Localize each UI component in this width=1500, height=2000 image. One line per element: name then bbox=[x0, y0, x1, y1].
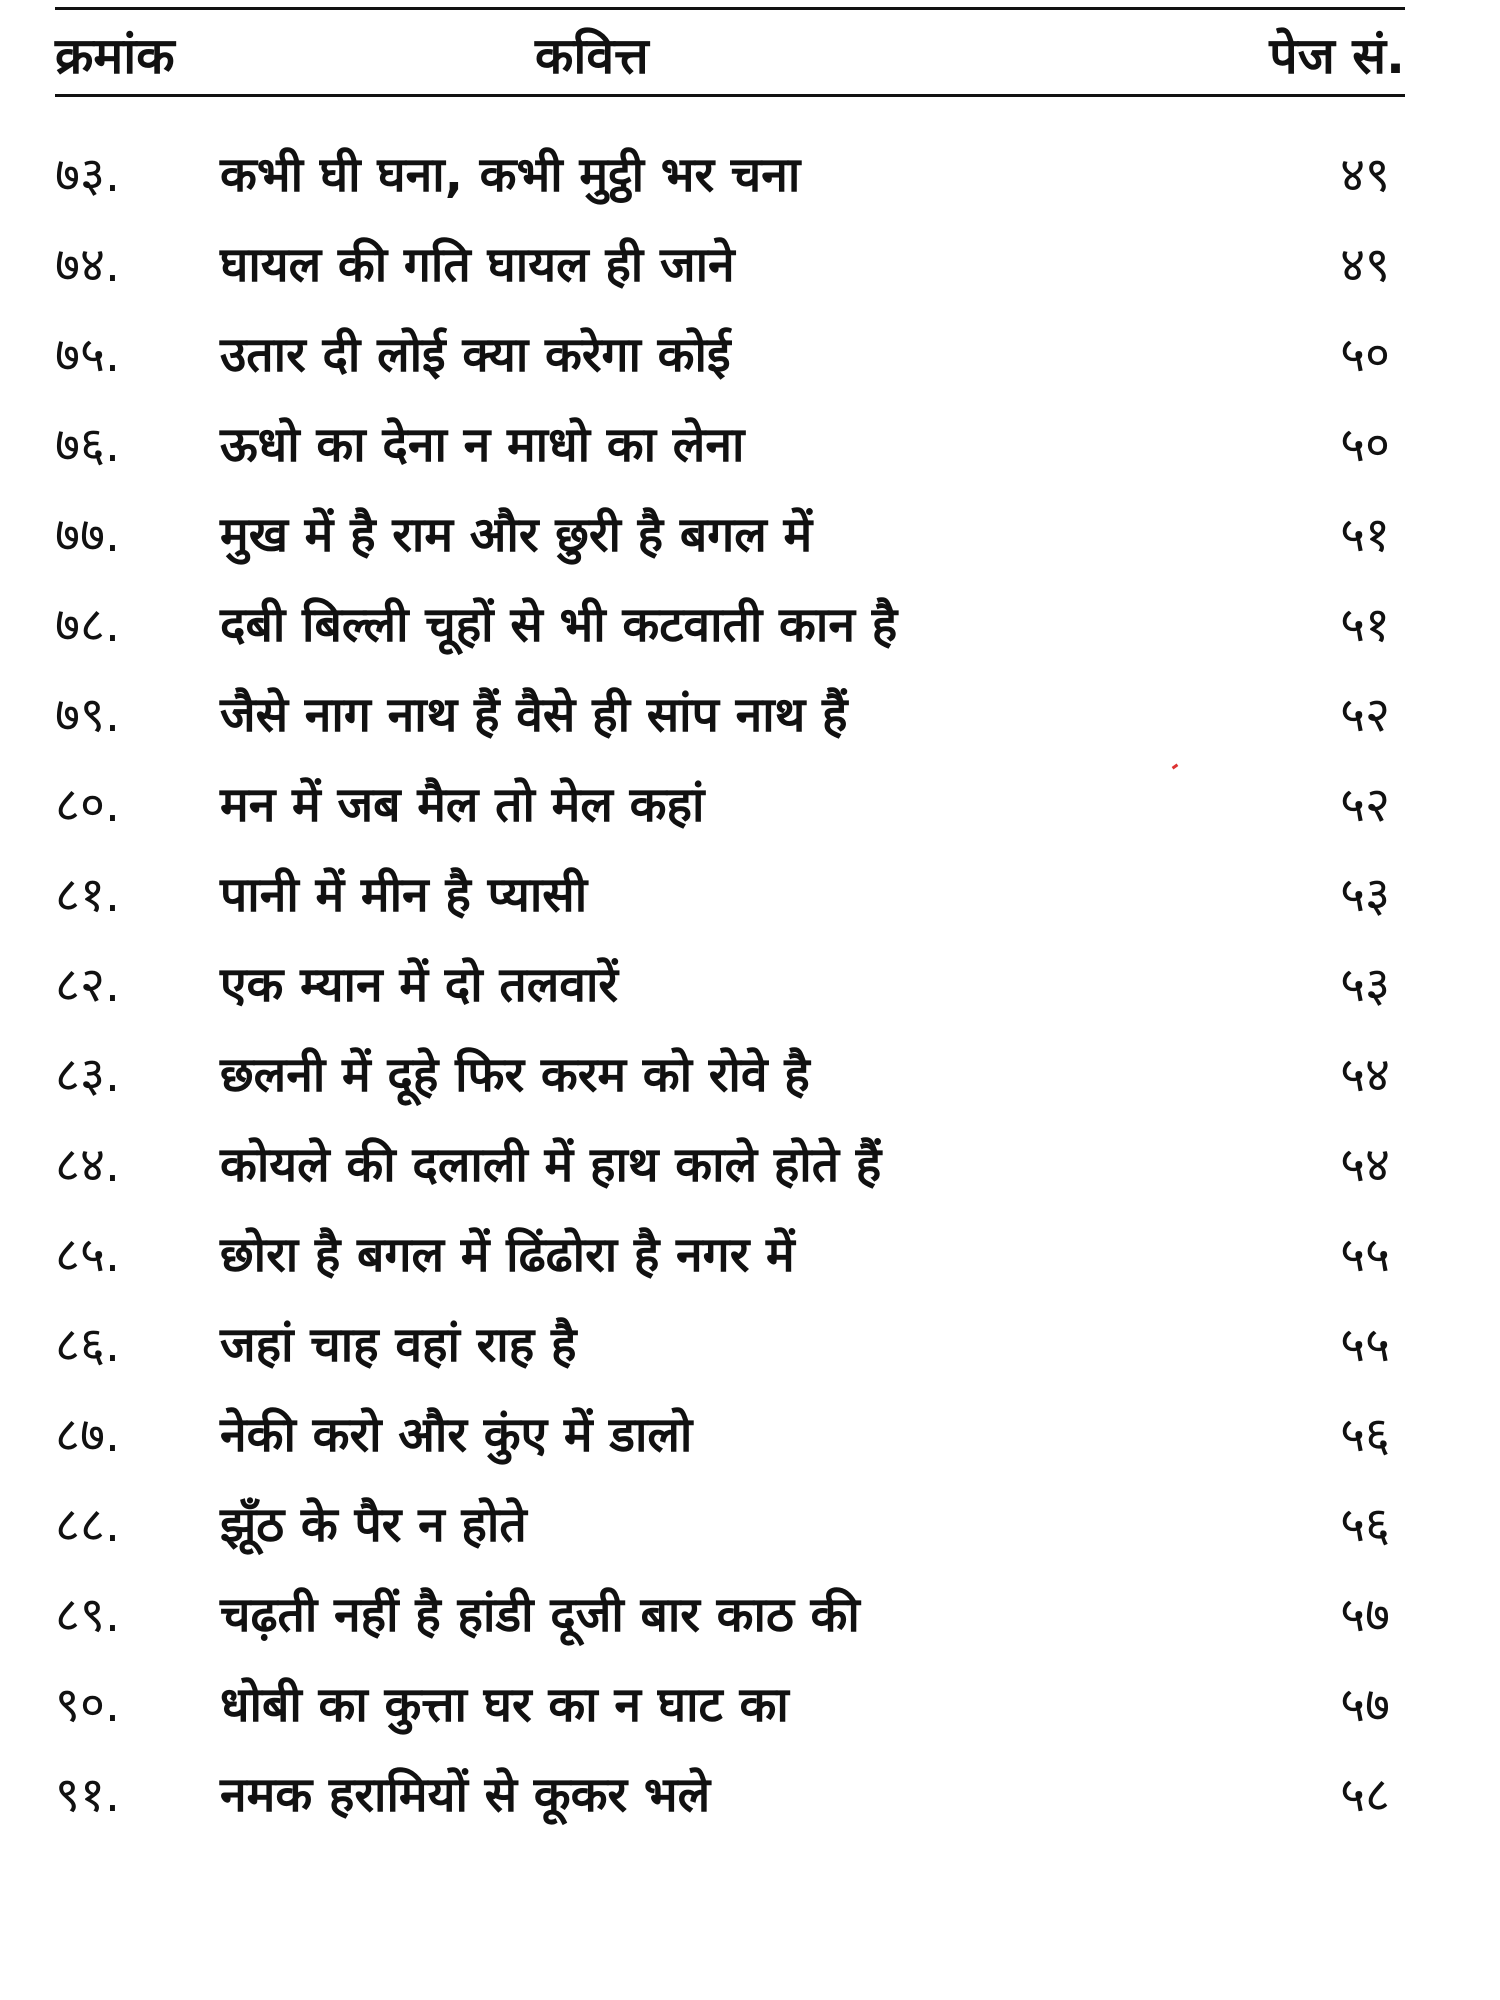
entry-number: ९०. bbox=[55, 1677, 121, 1733]
toc-row bbox=[55, 220, 1405, 310]
entry-page: ५१ bbox=[1340, 597, 1390, 653]
entry-number: ७८. bbox=[55, 597, 121, 653]
entry-page: ५५ bbox=[1340, 1227, 1390, 1283]
toc-row bbox=[55, 130, 1405, 220]
toc-row bbox=[55, 1750, 1405, 1840]
entry-number: ७६. bbox=[55, 417, 121, 473]
entry-number: ७४. bbox=[55, 237, 121, 293]
toc-row bbox=[55, 940, 1405, 1030]
entry-title: छोरा है बगल में ढिंढोरा है नगर में bbox=[220, 1227, 795, 1283]
toc-row bbox=[55, 1210, 1405, 1300]
entry-title: छलनी में दूहे फिर करम को रोवे है bbox=[220, 1047, 810, 1103]
entry-page: ५७ bbox=[1340, 1587, 1390, 1643]
entry-number: ८०. bbox=[55, 777, 121, 833]
entry-page: ५३ bbox=[1340, 867, 1390, 923]
table-header bbox=[55, 26, 1405, 86]
entry-number: ८२. bbox=[55, 957, 121, 1013]
entry-number: ८५. bbox=[55, 1227, 121, 1283]
entry-page: ४९ bbox=[1340, 237, 1390, 293]
header-rule bbox=[55, 94, 1405, 97]
entry-page: ५० bbox=[1340, 327, 1390, 383]
entry-title: मुख में है राम और छुरी है बगल में bbox=[220, 507, 813, 563]
toc-row bbox=[55, 580, 1405, 670]
entry-number: ७५. bbox=[55, 327, 121, 383]
entry-title: चढ़ती नहीं है हांडी दूजी बार काठ की bbox=[220, 1587, 860, 1643]
entry-page: ४९ bbox=[1340, 147, 1390, 203]
entry-page: ५१ bbox=[1340, 507, 1390, 563]
toc-row bbox=[55, 400, 1405, 490]
entry-page: ५८ bbox=[1340, 1767, 1390, 1823]
entry-page: ५२ bbox=[1340, 777, 1390, 833]
header-page-label: पेज सं. bbox=[1269, 27, 1405, 85]
entry-page: ५३ bbox=[1340, 957, 1390, 1013]
header-title-label: कवित्त bbox=[535, 27, 649, 85]
entry-title: मन में जब मैल तो मेल कहां bbox=[220, 777, 705, 833]
entry-page: ५६ bbox=[1340, 1497, 1390, 1553]
entry-title: नेकी करो और कुंए में डालो bbox=[220, 1407, 693, 1463]
entry-title: कोयले की दलाली में हाथ काले होते हैं bbox=[220, 1137, 882, 1193]
entry-title: जहां चाह वहां राह है bbox=[220, 1317, 577, 1373]
entry-number: ८७. bbox=[55, 1407, 121, 1463]
entry-title: उतार दी लोई क्या करेगा कोई bbox=[220, 327, 731, 383]
toc-row bbox=[55, 760, 1405, 850]
toc-row bbox=[55, 670, 1405, 760]
entry-number: ८४. bbox=[55, 1137, 121, 1193]
toc-row bbox=[55, 1390, 1405, 1480]
entry-title: धोबी का कुत्ता घर का न घाट का bbox=[220, 1677, 789, 1733]
entry-page: ५५ bbox=[1340, 1317, 1390, 1373]
entry-number: ७९. bbox=[55, 687, 121, 743]
toc-row bbox=[55, 1570, 1405, 1660]
entry-number: ८९. bbox=[55, 1587, 121, 1643]
entry-title: कभी घी घना, कभी मुट्ठी भर चना bbox=[220, 147, 801, 203]
toc-list bbox=[55, 130, 1405, 1840]
toc-row bbox=[55, 1300, 1405, 1390]
toc-row bbox=[55, 1660, 1405, 1750]
toc-row bbox=[55, 1120, 1405, 1210]
entry-page: ५७ bbox=[1340, 1677, 1390, 1733]
header-number-label: क्रमांक bbox=[55, 27, 175, 85]
entry-page: ५० bbox=[1340, 417, 1390, 473]
entry-number: ८८. bbox=[55, 1497, 121, 1553]
entry-title: जैसे नाग नाथ हैं वैसे ही सांप नाथ हैं bbox=[220, 687, 848, 743]
entry-page: ५४ bbox=[1340, 1047, 1390, 1103]
top-rule bbox=[55, 7, 1405, 10]
entry-page: ५४ bbox=[1340, 1137, 1390, 1193]
toc-row bbox=[55, 1480, 1405, 1570]
entry-title: घायल की गति घायल ही जाने bbox=[220, 237, 735, 293]
entry-number: ८६. bbox=[55, 1317, 121, 1373]
entry-number: ९१. bbox=[55, 1767, 121, 1823]
entry-title: एक म्यान में दो तलवारें bbox=[220, 957, 619, 1013]
entry-number: ७३. bbox=[55, 147, 121, 203]
toc-row bbox=[55, 1030, 1405, 1120]
entry-page: ५२ bbox=[1340, 687, 1390, 743]
entry-title: पानी में मीन है प्यासी bbox=[220, 867, 588, 923]
entry-title: ऊधो का देना न माधो का लेना bbox=[220, 417, 745, 473]
toc-row bbox=[55, 490, 1405, 580]
entry-number: ८१. bbox=[55, 867, 121, 923]
entry-title: नमक हरामियों से कूकर भले bbox=[220, 1767, 711, 1823]
entry-page: ५६ bbox=[1340, 1407, 1390, 1463]
entry-title: झूँठ के पैर न होते bbox=[220, 1497, 527, 1553]
toc-row bbox=[55, 850, 1405, 940]
entry-number: ७७. bbox=[55, 507, 121, 563]
toc-row bbox=[55, 310, 1405, 400]
entry-number: ८३. bbox=[55, 1047, 121, 1103]
entry-title: दबी बिल्ली चूहों से भी कटवाती कान है bbox=[220, 597, 898, 653]
